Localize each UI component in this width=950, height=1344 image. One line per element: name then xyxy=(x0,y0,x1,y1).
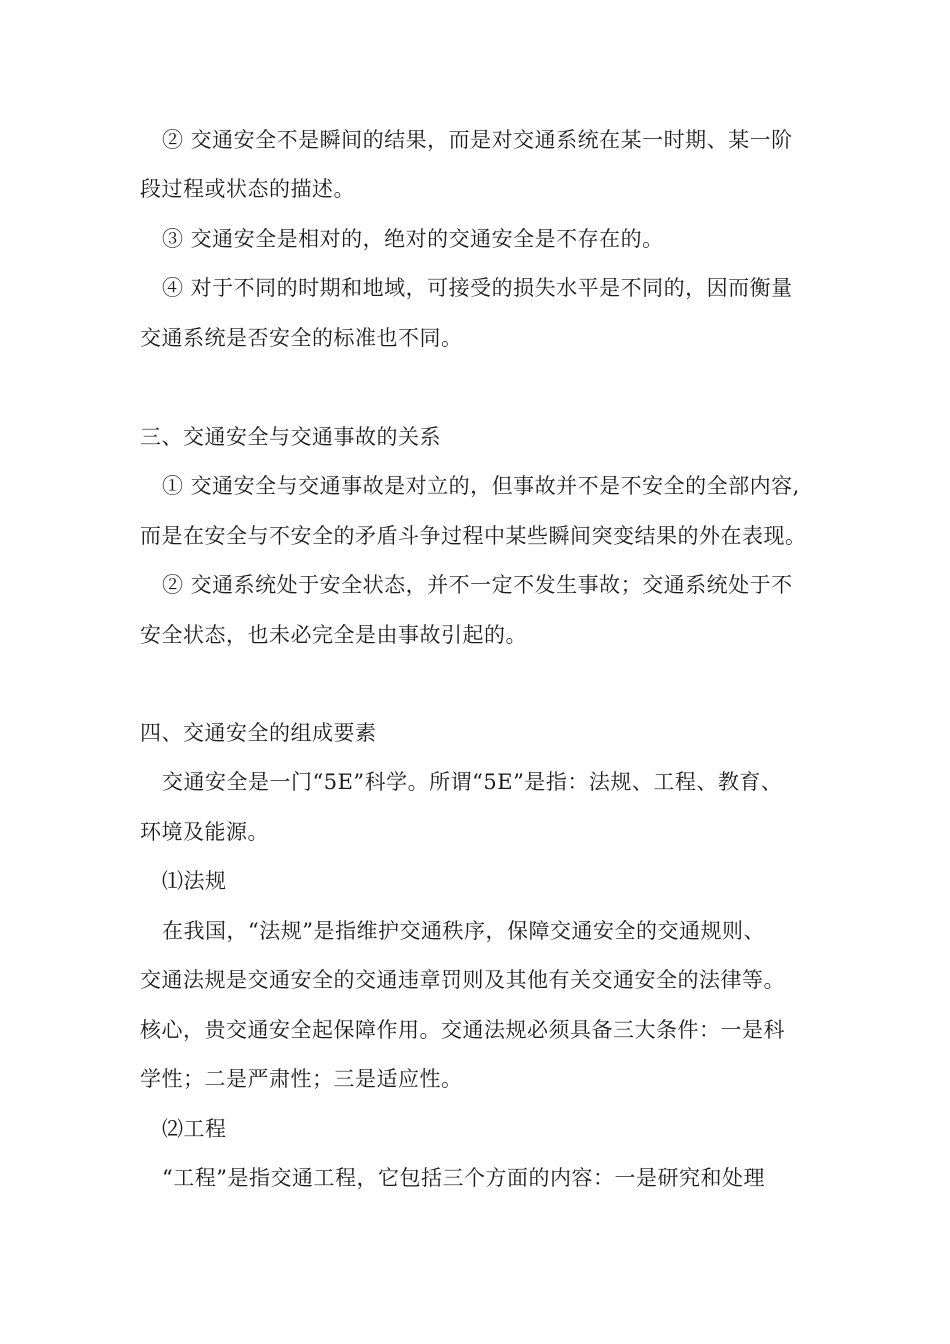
paragraph-line: 而是在安全与不安全的矛盾斗争过程中某些瞬间突变结果的外在表现。 xyxy=(140,524,807,548)
paragraph-line: 学性；二是严肃性；三是适应性。 xyxy=(140,1067,463,1091)
paragraph-line: “工程”是指交通工程，它包括三个方面的内容：一是研究和处理 xyxy=(162,1166,765,1190)
subsection-heading: ⑵工程 xyxy=(162,1117,227,1141)
paragraph-line: 在我国，“法规”是指维护交通秩序，保障交通安全的交通规则、 xyxy=(162,919,765,943)
paragraph-line: ② 交通安全不是瞬间的结果，而是对交通系统在某一时期、某一阶 xyxy=(162,128,793,152)
paragraph-line: ① 交通安全与交通事故是对立的，但事故并不是不安全的全部内容, xyxy=(162,474,800,498)
paragraph-line: 交通安全是一门“5E”科学。所谓“5E”是指：法规、工程、教育、 xyxy=(162,770,783,794)
paragraph-line: 环境及能源。 xyxy=(140,820,269,844)
paragraph-line: ② 交通系统处于安全状态，并不一定不发生事故；交通系统处于不 xyxy=(162,573,793,597)
subsection-heading: ⑴法规 xyxy=(162,869,227,893)
paragraph-line: 交通法规是交通安全的交通违章罚则及其他有关交通安全的法律等。 xyxy=(140,968,785,992)
paragraph-line: 安全状态，也未必完全是由事故引起的。 xyxy=(140,623,527,647)
paragraph-line: 段过程或状态的描述。 xyxy=(140,177,355,201)
section-heading: 三、交通安全与交通事故的关系 xyxy=(140,425,441,449)
paragraph-line: ④ 对于不同的时期和地域，可接受的损失水平是不同的，因而衡量 xyxy=(162,276,793,300)
paragraph-line: 核心，贵交通安全起保障作用。交通法规必须具备三大条件：一是科 xyxy=(140,1018,785,1042)
paragraph-line: ③ 交通安全是相对的，绝对的交通安全是不存在的。 xyxy=(162,227,664,251)
section-heading: 四、交通安全的组成要素 xyxy=(140,721,377,745)
paragraph-line: 交通系统是否安全的标准也不同。 xyxy=(140,326,463,350)
